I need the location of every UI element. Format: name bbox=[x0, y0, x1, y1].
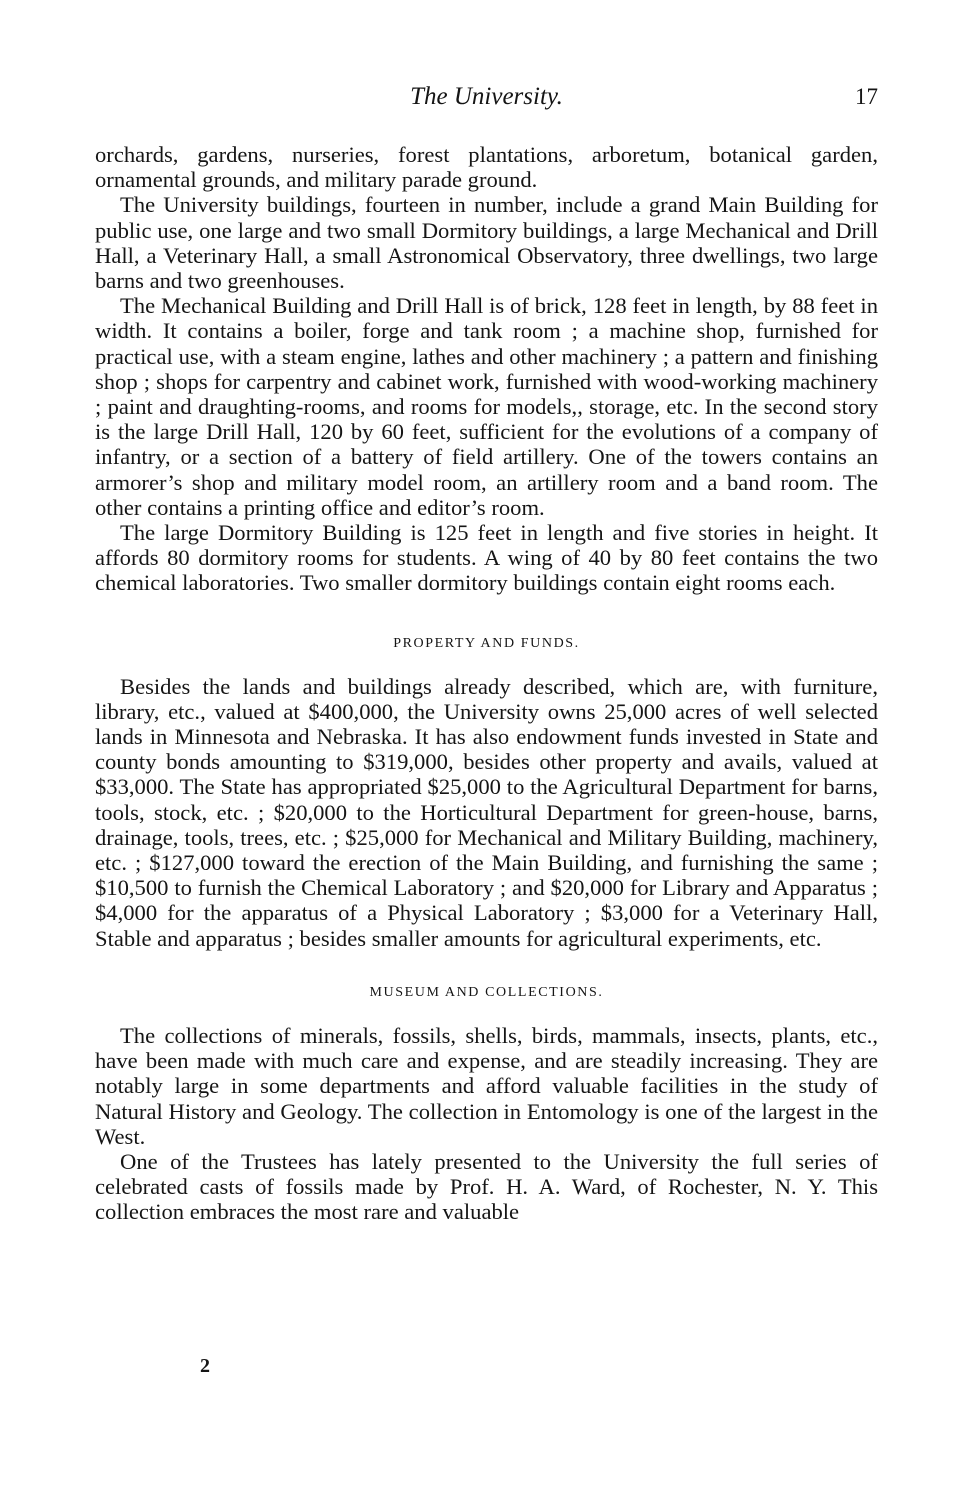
section-heading-museum: MUSEUM AND COLLECTIONS. bbox=[369, 984, 604, 1000]
paragraph-continuation: orchards, gardens, nurseries, forest plantations, arboretum, botanical garden, ornamental grounds, and military parade ground. bbox=[95, 142, 878, 193]
signature-mark: 2 bbox=[200, 1355, 210, 1377]
paragraph-property-funds: Besides the lands and buildings already described, which are, with furniture, library, etc., valued at $400,000, the University owns 25,000 acres of well selected lands in Minnesota and Nebraska. It has also endowment funds invested in State and county bonds amounting to $319,000, besides other property and avails, valued at $33,000. The State has appropriated $25,000 to the Agricultural Department for barns, tools, stock, etc. ; $20,000 to the Horticultural Department for green-house, barns, drainage, tools, trees, etc. ; $25,000 for Mechanical and Military Building, machinery, etc. ; $127,000 toward the erection of the Main Building, and furnishing the same ; $10,500 to furnish the Chemical Laboratory ; and $20,000 for Library and Apparatus ; $4,000 for the apparatus of a Physical Laboratory ; $3,000 for a Veterinary Hall, Stable and apparatus ; besides smaller amounts for agricultural experiments, etc. bbox=[95, 673, 878, 951]
paragraph-mechanical-building: The Mechanical Building and Drill Hall is of brick, 128 feet in length, by 88 feet in width. It contains a boiler, forge and tank room ; a machine shop, furnished for practical use, with a steam engine, lathes and other machinery ; a pattern and finishing shop ; shops for carpentry and cabinet work, furnished with wood-working machinery ; paint and draughting-rooms, and rooms for models,, storage, etc. In the second story is the large Drill Hall, 120 by 60 feet, sufficient for the evolutions of a company of infantry, or a section of a battery of field artillery. One of the towers contains an armorer’s shop and military model room, an artillery room and a band room. The other contains a printing office and editor’s room. bbox=[95, 293, 878, 520]
page-number: 17 bbox=[855, 84, 878, 109]
paragraph-dormitory-building: The large Dormitory Building is 125 feet in length and five stories in height. It affords 80 dormitory rooms for students. A wing of 40 by 80 feet contains the two chemical laboratories. Two smaller dormitory buildings contain eight rooms each. bbox=[95, 520, 878, 596]
section-heading-property: PROPERTY AND FUNDS. bbox=[393, 635, 580, 651]
running-title: The University. bbox=[410, 83, 563, 110]
paragraph-collections: The collections of minerals, fossils, shells, birds, mammals, insects, plants, etc., have been made with much care and expense, and are steadily increasing. They are notably large in some departments and afford valuable facilities in the study of Natural History and Geology. The collection in Entomology is one of the largest in the West. bbox=[95, 1022, 878, 1149]
page-body bbox=[95, 142, 878, 1225]
page-header bbox=[95, 82, 878, 116]
paragraph-ward-casts: One of the Trustees has lately presented to the University the full series of celebrated casts of fossils made by Prof. H. A. Ward, of Rochester, N. Y. This collection embraces the most rare and valuable bbox=[95, 1148, 878, 1225]
paragraph-university-buildings: The University buildings, fourteen in number, include a grand Main Building for public use, one large and two small Dormitory buildings, a large Mechanical and Drill Hall, a Veterinary Hall, a small Astronomical Observatory, three dwellings, two large barns and two greenhouses. bbox=[95, 192, 878, 294]
